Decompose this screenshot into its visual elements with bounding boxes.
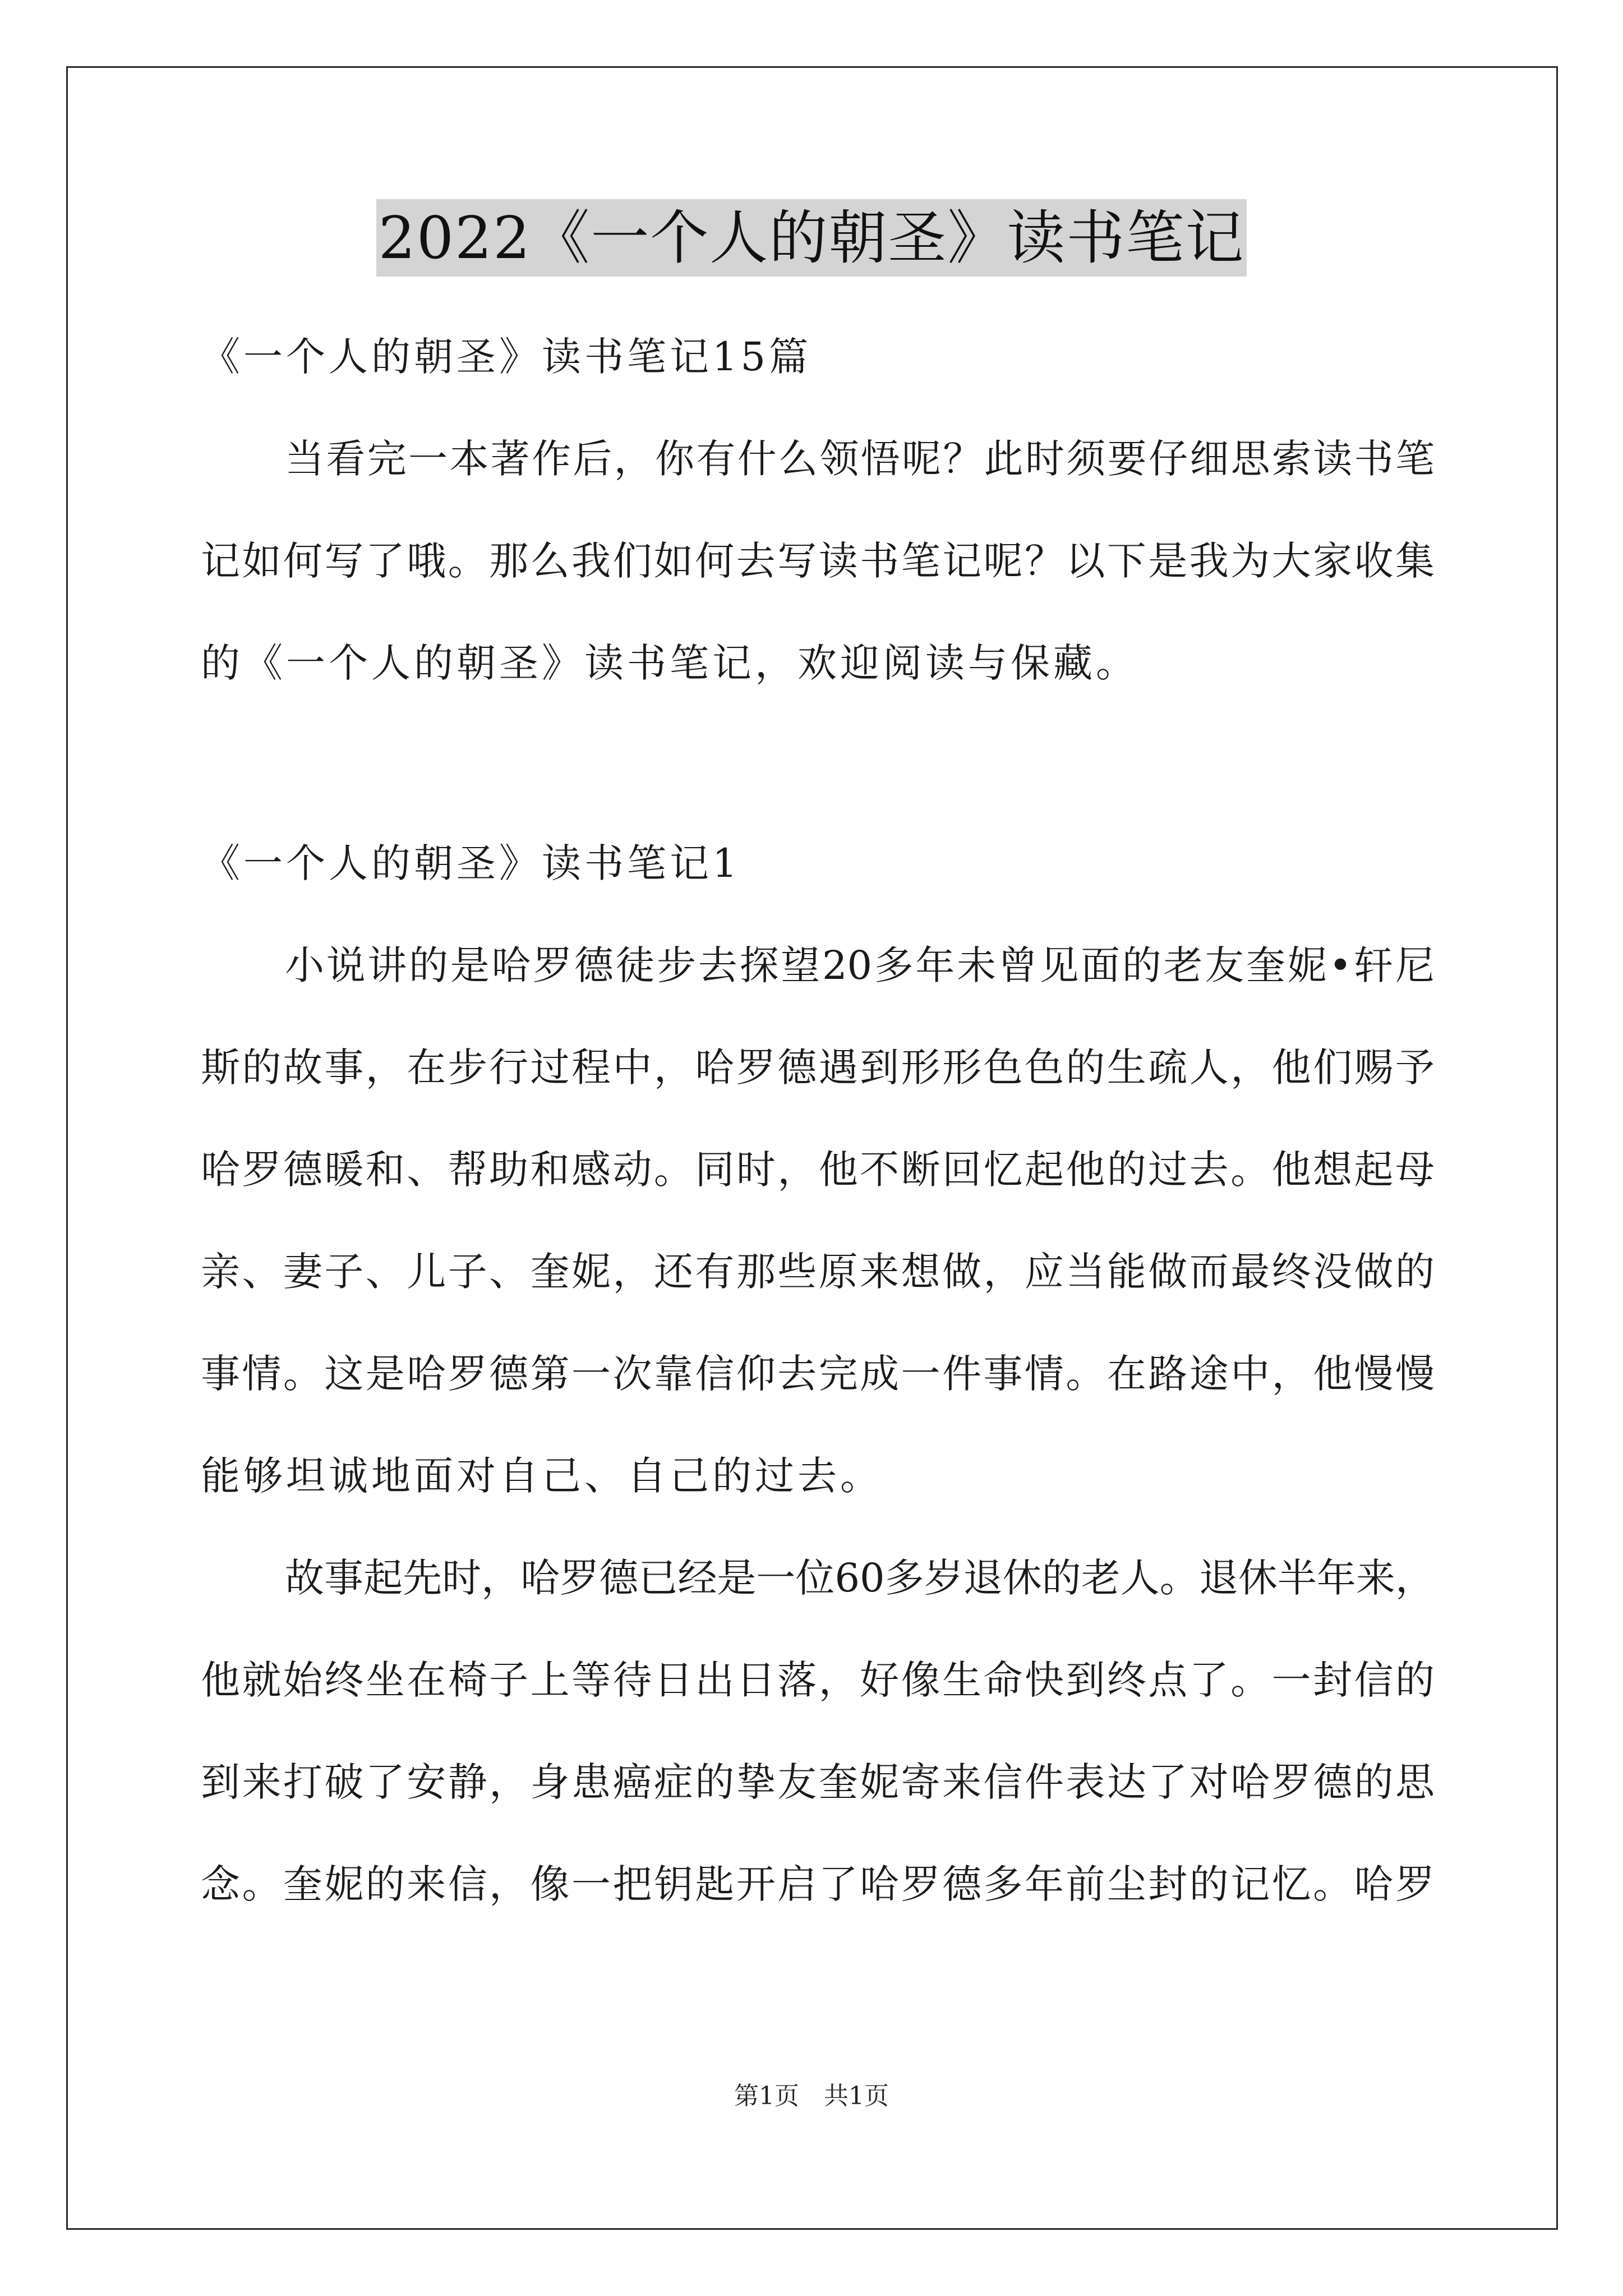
paragraph-line: 哈罗德暖和、帮助和感动。同时，他不断回忆起他的过去。他想起母 — [201, 1147, 1435, 1193]
page-footer: 第1页 共1页 — [734, 2082, 889, 2110]
intro-line: 记如何写了哦。那么我们如何去写读书笔记呢？以下是我为大家收集 — [201, 538, 1435, 584]
document-body — [201, 306, 1435, 1935]
paragraph-line: 念。奎妮的来信，像一把钥匙开启了哈罗德多年前尘封的记忆。哈罗 — [201, 1861, 1435, 1907]
paragraph-line: 小说讲的是哈罗德徒步去探望20多年未曾见面的老友奎妮•轩尼 — [285, 942, 1435, 988]
paragraph-line: 到来打破了安静，身患癌症的挚友奎妮寄来信件表达了对哈罗德的思 — [201, 1759, 1435, 1805]
document-title: 2022《一个人的朝圣》读书笔记 — [376, 199, 1247, 277]
paragraph-line: 故事起先时，哈罗德已经是一位60多岁退休的老人。退休半年来， — [285, 1555, 1435, 1601]
section-gap — [201, 714, 1435, 812]
section-heading: 《一个人的朝圣》读书笔记1 — [201, 840, 741, 886]
paragraph-line: 能够坦诚地面对自己、自己的过去。 — [201, 1453, 883, 1499]
paragraph-line: 斯的故事，在步行过程中，哈罗德遇到形形色色的生疏人，他们赐予 — [201, 1045, 1435, 1091]
subtitle: 《一个人的朝圣》读书笔记15篇 — [201, 334, 812, 380]
paragraph-line: 事情。这是哈罗德第一次靠信仰去完成一件事情。在路途中，他慢慢 — [201, 1351, 1435, 1397]
intro-line: 当看完一本著作后，你有什么领悟呢？此时须要仔细思索读书笔 — [285, 436, 1435, 482]
paragraph-line: 他就始终坐在椅子上等待日出日落，好像生命快到终点了。一封信的 — [201, 1657, 1435, 1703]
intro-line: 的《一个人的朝圣》读书笔记，欢迎阅读与保藏。 — [201, 640, 1138, 686]
title-container — [0, 199, 1623, 277]
paragraph-line: 亲、妻子、儿子、奎妮，还有那些原来想做，应当能做而最终没做的 — [201, 1249, 1435, 1295]
